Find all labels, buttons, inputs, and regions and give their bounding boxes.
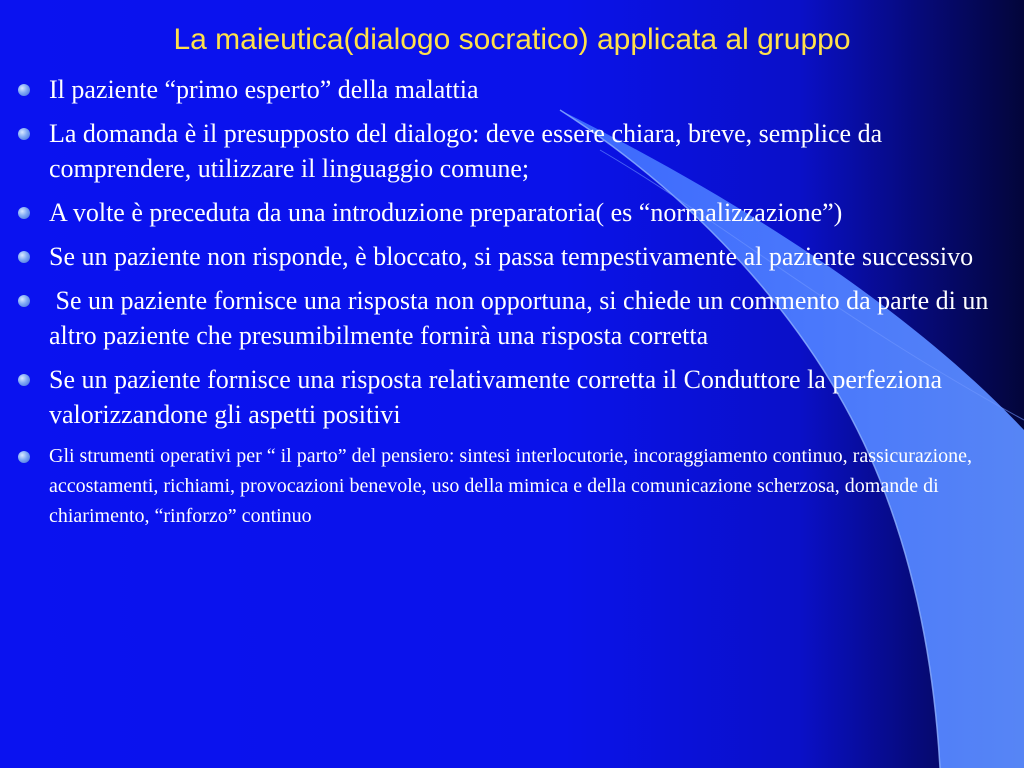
bullet-item	[18, 72, 993, 107]
bullet-icon	[18, 374, 30, 386]
slide-title: La maieutica(dialogo socratico) applicata al gruppo	[173, 23, 851, 56]
bullet-text: Se un paziente non risponde, è bloccato, si passa tempestivamente al paziente successivo	[49, 242, 974, 271]
bullet-text: Il paziente “primo esperto” della malattia	[49, 75, 479, 104]
bullet-text: Se un paziente fornisce una risposta relativamente corretta il Conduttore la perfeziona valorizzandone gli aspetti positivi	[49, 365, 943, 429]
bullet-list	[18, 72, 993, 531]
bullet-text: A volte è preceduta da una introduzione preparatoria( es “normalizzazione”)	[49, 198, 843, 227]
bullet-item	[18, 239, 993, 274]
bullet-item	[18, 362, 993, 432]
bullet-item	[18, 441, 993, 531]
bullet-icon	[18, 251, 30, 263]
bullet-icon	[18, 207, 30, 219]
bullet-text: Se un paziente fornisce una risposta non opportuna, si chiede un commento da parte di un altro paziente che presumibilmente fornirà una risposta corretta	[49, 286, 995, 350]
bullet-icon	[18, 84, 30, 96]
bullet-item	[18, 195, 993, 230]
bullet-text: Gli strumenti operativi per “ il parto” del pensiero: sintesi interlocutorie, incoraggiamento continuo, rassicurazione, accostamenti, richiami, provocazioni benevole, uso della mimica e della comunicazione scherzosa, domande di chiarimento, “rinforzo” continuo	[49, 445, 973, 527]
bullet-text: La domanda è il presupposto del dialogo: deve essere chiara, breve, semplice da comprendere, utilizzare il linguaggio comune;	[49, 119, 883, 183]
bullet-item	[18, 116, 993, 186]
bullet-icon	[18, 128, 30, 140]
bullet-item	[18, 283, 993, 353]
bullet-icon	[18, 451, 30, 463]
bullet-icon	[18, 295, 30, 307]
